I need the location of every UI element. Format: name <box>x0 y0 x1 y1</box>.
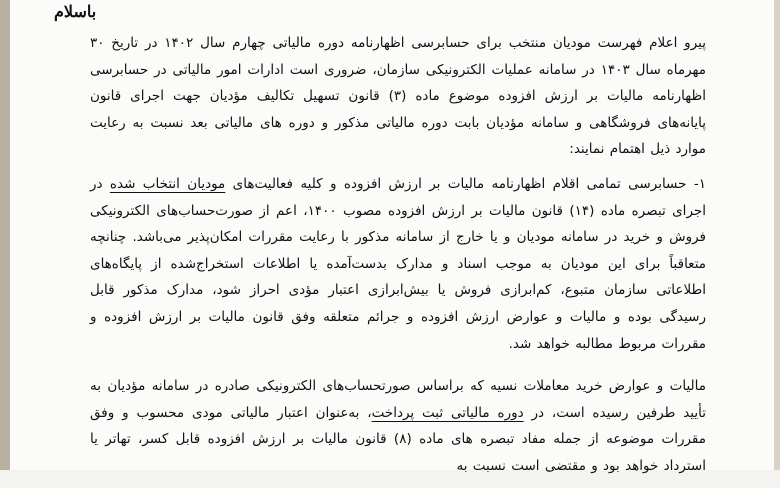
paragraph <box>90 171 706 357</box>
document-page <box>10 0 774 474</box>
underlined-phrase: مودیان انتخاب شده <box>109 175 226 192</box>
paragraph-text: ، به‌عنوان اعتبار مالیاتی مودی محسوب و وفق مقررات موضوعه از جمله مفاد تبصره های ماده (۸) قانون مالیات بر ارزش افزوده قابل کسر، تهاتر یا استرداد خواهد بود و مقتضی است نسبت به <box>90 404 706 474</box>
paragraph-text: پیرو اعلام فهرست مودیان منتخب برای حسابرسی اظهارنامه دوره مالیاتی چهارم سال ۱۴۰۲ در تاریخ ۳۰ مهرماه سال ۱۴۰۳ در سامانه عملیات الکترونیکی سازمان، ضروری است ادارات امور مالیاتی در حسابرسی اظهارنامه مالیات بر ارزش افزوده موضوع ماده (۳) قانون تسهیل تکالیف مؤدیان جهت اجرای قانون پایانه‌های فروشگاهی و سامانه مؤدیان بابت دوره مالیاتی مذکور و دوره های مالیاتی بعد نسبت به رعایت موارد ذیل اهتمام نمایند: <box>90 35 706 158</box>
paragraph-text: در اجرای تبصره ماده (۱۴) قانون مالیات بر ارزش افزوده مصوب ۱۴۰۰، اعم از صورت‌حساب‌های الکترونیکی فروش و خرید در سامانه مودیان و یا خارج از سامانه مذکور با رعایت مقررات امکان‌پذیر می‌باشد. چنانچه متعاقباً برای این مودیان به موجب اسناد و مدارک بدست‌آمده یا اطلاعات استخراج‌شده از پایگاه‌های اطلاعاتی سازمان متبوع، کم‌ابرازی فروش یا بیش‌ابرازی اعتبار مؤدی احراز شود، مدارک مذکور قابل رسیدگی بوده و مالیات و عوارض ارزش افزوده و جرائم متعلقه وفق قانون مالیات بر ارزش افزوده و مقررات مربوط مطالبه خواهد شد. <box>90 175 706 352</box>
salutation: باسلام <box>54 2 97 21</box>
scan-frame-right <box>774 0 780 470</box>
paragraph <box>90 373 706 479</box>
paragraph-text: مالیات و عوارض خرید معاملات نسیه که براساس صورتحساب‌های الکترونیکی صادره در سامانه مؤدیان به تأیید طرفین رسیده است، در <box>90 378 707 421</box>
paragraph <box>90 30 706 163</box>
paragraph-text: ۱- حسابرسی تمامی اقلام اظهارنامه مالیات بر ارزش افزوده و کلیه فعالیت‌های <box>225 175 706 192</box>
underlined-phrase: دوره مالیاتی ثبت پرداخت <box>371 404 524 421</box>
document-body <box>90 30 706 488</box>
